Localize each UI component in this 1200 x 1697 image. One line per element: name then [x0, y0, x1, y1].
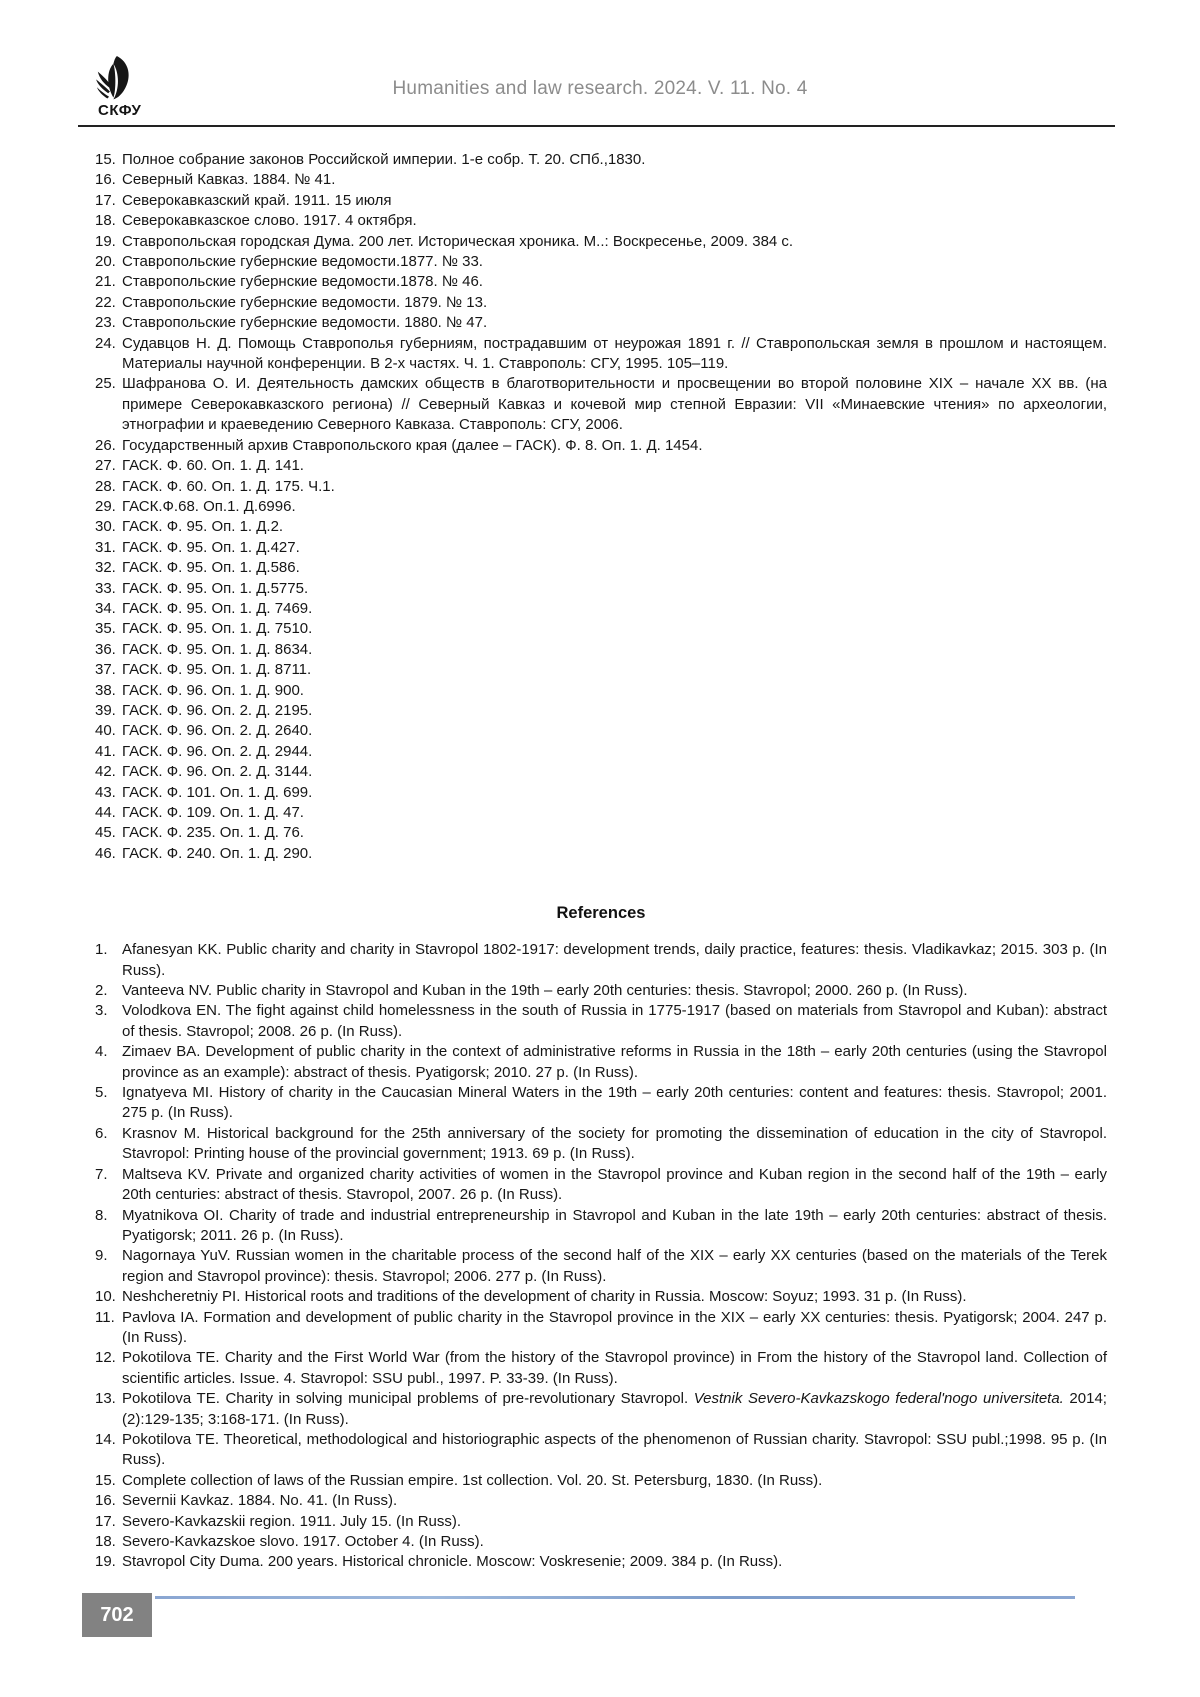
item-number: 9. [95, 1247, 108, 1265]
item-text [122, 1308, 1107, 1349]
item-text-segment: Pokotilova TE. Charity in solving municipal problems of pre-revolutionary Stavropol. [122, 1390, 694, 1408]
item-number: 20. [95, 253, 116, 271]
footer-divider [155, 1596, 1075, 1599]
item-text: ГАСК. Ф. 95. Оп. 1. Д. 7469. [122, 599, 313, 617]
bibliography-item [95, 456, 1107, 476]
item-text: ГАСК. Ф. 240. Оп. 1. Д. 290. [122, 844, 313, 862]
item-text-segment: Severo-Kavkazskoe slovo. 1917. October 4. (In Russ). [122, 1533, 484, 1550]
item-number: 3. [95, 1002, 108, 1020]
item-text: ГАСК. Ф. 60. Оп. 1. Д. 175. Ч.1. [122, 477, 335, 495]
item-number: 45. [95, 824, 116, 842]
item-number: 2. [95, 982, 108, 1000]
references-en-list [95, 940, 1107, 1573]
reference-item [95, 1206, 1107, 1247]
item-number: 15. [95, 151, 116, 168]
item-text [122, 1124, 1107, 1165]
item-number: 6. [95, 1124, 108, 1142]
item-number: 37. [95, 661, 116, 679]
item-number: 32. [95, 559, 116, 577]
item-text-segment: Volodkova EN. The fight against child homelessness in the south of Russia in 1775-1917 (based on materials from Stavropol and Kuban): abstract of thesis. Stavropol; 2008. 26 p. (In Russ). [122, 1002, 1107, 1040]
reference-item [95, 1430, 1107, 1471]
item-number: 21. [95, 273, 116, 291]
bibliography-item [95, 844, 1107, 864]
item-text-segment: Severnii Kavkaz. 1884. No. 41. (In Russ). [122, 1492, 398, 1510]
item-text-segment: Pokotilova TE. Charity and the First World War (from the history of the Stavropol province) in From the history of the Stavropol land. Collection of scientific articles. Issue. 4. Stavropol: SSU publ., 1997. P. 33-39. (In Russ). [122, 1349, 1107, 1387]
item-text [122, 1042, 1107, 1083]
item-text: ГАСК. Ф. 60. Оп. 1. Д. 141. [122, 457, 304, 475]
bibliography-item [95, 660, 1107, 680]
item-text [122, 1430, 1107, 1471]
bibliography-item [95, 436, 1107, 456]
reference-item [95, 981, 1107, 1001]
item-number: 14. [95, 1430, 116, 1448]
item-number: 34. [95, 599, 116, 617]
item-text-segment: Stavropol City Duma. 200 years. Historical chronicle. Moscow: Voskresenie; 2009. 384 p. (In Russ). [122, 1553, 783, 1571]
item-number: 15. [95, 1471, 116, 1489]
item-number: 33. [95, 579, 116, 597]
item-number: 46. [95, 844, 116, 862]
bibliography-item [95, 191, 1107, 211]
item-text: ГАСК. Ф. 95. Оп. 1. Д.5775. [122, 579, 309, 597]
reference-item [95, 940, 1107, 981]
bibliography-item [95, 313, 1107, 333]
reference-item [95, 1532, 1107, 1552]
item-number: 4. [95, 1043, 108, 1061]
item-number: 27. [95, 457, 116, 475]
item-text-segment: Pavlova IA. Formation and development of public charity in the Stavropol province in the XIX – early XX centuries: thesis. Pyatigorsk; 2004. 247 p. (In Russ). [122, 1308, 1107, 1346]
page-number-badge: 702 [82, 1593, 152, 1637]
reference-item [95, 1512, 1107, 1532]
reference-item [95, 1287, 1107, 1307]
bibliography-item [95, 823, 1107, 843]
item-text: Ставропольские губернские ведомости. 1879. № 13. [122, 293, 488, 311]
item-text-segment: 2014;(2):129-135; 3:168-171. (In Russ). [122, 1390, 1107, 1428]
item-number: 17. [95, 191, 116, 209]
bibliography-item [95, 252, 1107, 272]
item-text: ГАСК. Ф. 96. Оп. 2. Д. 3144. [122, 763, 313, 781]
bibliography-item [95, 742, 1107, 762]
item-text-segment: Myatnikova OI. Charity of trade and industrial entrepreneurship in Stavropol and Kuban in the late 19th – early 20th centuries: abstract of thesis. Pyatigorsk; 2011. 26 p. (In Russ). [122, 1206, 1107, 1244]
item-text-segment: Ignatyeva MI. History of charity in the Caucasian Mineral Waters in the 19th – early 20th centuries: content and features: thesis. Stavropol; 2001. 275 p. (In Russ). [122, 1084, 1107, 1122]
item-text [122, 1246, 1107, 1287]
item-text: ГАСК. Ф. 96. Оп. 2. Д. 2944. [122, 742, 313, 760]
item-text-segment: Maltseva KV. Private and organized charity activities of women in the Stavropol province and Kuban region in the second half of the 19th – early 20th centuries: abstract of thesis. Stavropol, 2007. 26 p. (In Russ). [122, 1165, 1107, 1204]
item-number: 24. [95, 334, 116, 352]
item-text: ГАСК.Ф.68. Оп.1. Д.6996. [122, 497, 296, 515]
reference-item [95, 1042, 1107, 1083]
bibliography-item [95, 681, 1107, 701]
bibliography-item [95, 558, 1107, 578]
item-text [122, 1471, 1107, 1491]
item-text-segment: Pokotilova TE. Theoretical, methodological and historiographic aspects of the phenomenon of Russian charity. Stavropol: SSU publ.;1998. 95 p. (In Russ). [122, 1430, 1107, 1469]
reference-item [95, 1083, 1107, 1124]
item-number: 26. [95, 436, 116, 454]
bibliography-item [95, 640, 1107, 660]
item-text: ГАСК. Ф. 95. Оп. 1. Д. 8634. [122, 640, 313, 658]
page-body [95, 150, 1107, 1573]
item-number: 11. [95, 1308, 115, 1326]
bibliography-item [95, 477, 1107, 497]
item-text-segment: Severo-Kavkazskii region. 1911. July 15. (In Russ). [122, 1512, 462, 1530]
item-text-italic-segment: Vestnik Severo-Kavkazskogo federal'nogo universiteta. [693, 1390, 1064, 1408]
item-text: ГАСК. Ф. 235. Оп. 1. Д. 76. [122, 824, 304, 842]
bibliography-item [95, 803, 1107, 823]
item-text-segment: Neshcheretniy PI. Historical roots and traditions of the development of charity in Russia. Moscow: Soyuz; 1993. 31 p. (In Russ). [122, 1288, 967, 1306]
item-text: ГАСК. Ф. 96. Оп. 2. Д. 2195. [122, 701, 313, 719]
item-number: 41. [95, 742, 116, 760]
item-text [122, 1491, 1107, 1511]
item-text-segment: Nagornaya YuV. Russian women in the charitable process of the second half of the XIX – early XX centuries (based on the materials of the Terek region and Stavropol province): thesis. Stavropol; 2006. 277 p. (In Russ). [122, 1247, 1107, 1285]
item-text [122, 1083, 1107, 1124]
bibliography-item [95, 232, 1107, 252]
header-divider [78, 125, 1115, 127]
bibliography-item [95, 701, 1107, 721]
reference-item [95, 1001, 1107, 1042]
item-text: ГАСК. Ф. 109. Оп. 1. Д. 47. [122, 804, 304, 821]
item-number: 19. [95, 1553, 116, 1571]
item-text [122, 1206, 1107, 1247]
bibliography-item [95, 497, 1107, 517]
item-text: Ставропольские губернские ведомости.1878. № 46. [122, 273, 483, 291]
item-number: 35. [95, 620, 116, 638]
item-text [122, 1532, 1107, 1552]
item-number: 13. [95, 1390, 116, 1408]
item-number: 28. [95, 477, 116, 495]
bibliography-item [95, 211, 1107, 231]
bibliography-item [95, 783, 1107, 803]
bibliography-item [95, 334, 1107, 375]
item-number: 43. [95, 783, 116, 801]
item-number: 23. [95, 314, 116, 332]
item-text [122, 1348, 1107, 1389]
item-text [122, 981, 1107, 1001]
item-text: ГАСК. Ф. 101. Оп. 1. Д. 699. [122, 783, 313, 801]
journal-title: Humanities and law research. 2024. V. 11. No. 4 [392, 78, 808, 99]
bibliography-item [95, 721, 1107, 741]
item-number: 31. [95, 538, 116, 556]
item-text: Ставропольские губернские ведомости.1877. № 33. [122, 253, 483, 271]
item-text-segment: Afanesyan KK. Public charity and charity in Stavropol 1802-1917: development trends, daily practice, features: thesis. Vladikavkaz; 2015. 303 p. (In Russ). [122, 941, 1107, 979]
item-text [122, 1165, 1107, 1206]
item-number: 36. [95, 640, 116, 658]
item-number: 38. [95, 681, 116, 699]
item-text: ГАСК. Ф. 95. Оп. 1. Д.586. [122, 559, 300, 577]
item-text-segment: Vanteeva NV. Public charity in Stavropol and Kuban in the 19th – early 20th centuries: thesis. Stavropol; 2000. 260 p. (In Russ). [122, 982, 968, 1000]
item-text [122, 1287, 1107, 1307]
bibliography-item [95, 579, 1107, 599]
bibliography-item [95, 538, 1107, 558]
item-number: 16. [95, 171, 116, 189]
item-number: 39. [95, 701, 116, 719]
reference-item [95, 1389, 1107, 1430]
item-number: 40. [95, 722, 116, 740]
reference-item [95, 1552, 1107, 1572]
item-number: 17. [95, 1512, 116, 1530]
item-number: 22. [95, 293, 116, 311]
logo-text: СКФУ [98, 102, 142, 119]
references-heading: References [556, 904, 646, 923]
item-number: 12. [95, 1349, 116, 1367]
item-number: 18. [95, 1533, 116, 1550]
item-number: 19. [95, 232, 116, 250]
bibliography-item [95, 517, 1107, 537]
item-text: Северный Кавказ. 1884. № 41. [122, 171, 336, 189]
item-text: Государственный архив Ставропольского края (далее – ГАСК). Ф. 8. Оп. 1. Д. 1454. [122, 436, 703, 454]
item-number: 29. [95, 497, 116, 515]
item-text: ГАСК. Ф. 95. Оп. 1. Д. 8711. [122, 661, 312, 679]
bibliography-ru-list [95, 150, 1107, 864]
item-text [122, 1389, 1107, 1430]
item-text: ГАСК. Ф. 95. Оп. 1. Д.427. [122, 538, 300, 556]
item-text: Северокавказский край. 1911. 15 июля [122, 191, 392, 209]
reference-item [95, 1308, 1107, 1349]
item-text: Ставропольские губернские ведомости. 1880. № 47. [122, 314, 488, 332]
item-text-segment: Krasnov M. Historical background for the 25th anniversary of the society for promoting the dissemination of education in the city of Stavropol. Stavropol: Printing house of the provincial government; 1913. 69 p. (In Russ). [122, 1124, 1107, 1163]
item-text: ГАСК. Ф. 95. Оп. 1. Д.2. [122, 518, 284, 536]
item-text-segment: Zimaev BA. Development of public charity in the context of administrative reforms in Russia in the 18th – early 20th centuries (using the Stavropol province as an example): abstract of thesis. Pyatigorsk; 2010. 27 p. (In Russ). [122, 1043, 1107, 1081]
item-text: ГАСК. Ф. 96. Оп. 2. Д. 2640. [122, 722, 313, 740]
bibliography-item [95, 374, 1107, 435]
reference-item [95, 1348, 1107, 1389]
bibliography-item [95, 762, 1107, 782]
item-number: 44. [95, 804, 116, 821]
item-number: 18. [95, 212, 116, 230]
item-number: 10. [95, 1288, 116, 1306]
item-number: 8. [95, 1206, 108, 1224]
reference-item [95, 1124, 1107, 1165]
reference-item [95, 1471, 1107, 1491]
reference-item [95, 1246, 1107, 1287]
bibliography-item [95, 619, 1107, 639]
bibliography-item [95, 293, 1107, 313]
item-number: 16. [95, 1492, 116, 1510]
item-text [122, 1001, 1107, 1042]
item-text [122, 940, 1107, 981]
reference-item [95, 1491, 1107, 1511]
bibliography-item [95, 272, 1107, 292]
item-text: ГАСК. Ф. 96. Оп. 1. Д. 900. [122, 681, 304, 699]
item-number: 1. [95, 941, 108, 959]
item-text [122, 1552, 1107, 1572]
item-number: 25. [95, 375, 116, 393]
item-number: 7. [95, 1165, 108, 1183]
bibliography-item [95, 599, 1107, 619]
item-text: Полное собрание законов Российской империи. 1-е собр. Т. 20. СПб.,1830. [122, 151, 646, 168]
item-text: ГАСК. Ф. 95. Оп. 1. Д. 7510. [122, 620, 313, 638]
item-text: Судавцов Н. Д. Помощь Ставрополья губерниям, пострадавшим от неурожая 1891 г. // Ставропольская земля в прошлом и настоящем. Материалы научной конференции. В 2-х частях. Ч. 1. Ставрополь: СГУ, 1995. 105–119. [122, 334, 1107, 373]
item-text-segment: Complete collection of laws of the Russian empire. 1st collection. Vol. 20. St. Petersburg, 1830. (In Russ). [122, 1471, 823, 1489]
item-text: Ставропольская городская Дума. 200 лет. Историческая хроника. М..: Воскресенье, 2009. 384 с. [122, 232, 794, 250]
reference-item [95, 1165, 1107, 1206]
item-number: 30. [95, 518, 116, 536]
item-text: Северокавказское слово. 1917. 4 октября. [122, 212, 417, 230]
item-text [122, 1512, 1107, 1532]
bibliography-item [95, 150, 1107, 170]
item-number: 5. [95, 1084, 108, 1102]
item-text: Шафранова О. И. Деятельность дамских обществ в благотворительности и просвещении во второй половине XIX – начале XX вв. (на примере Северокавказского региона) // Северный Кавказ и кочевой мир степной Евразии: VII «Минаевские чтения» по археологии, этнографии и краеведению Северного Кавказа. Ставрополь: СГУ, 2006. [122, 375, 1107, 434]
bibliography-item [95, 170, 1107, 190]
item-number: 42. [95, 763, 116, 781]
